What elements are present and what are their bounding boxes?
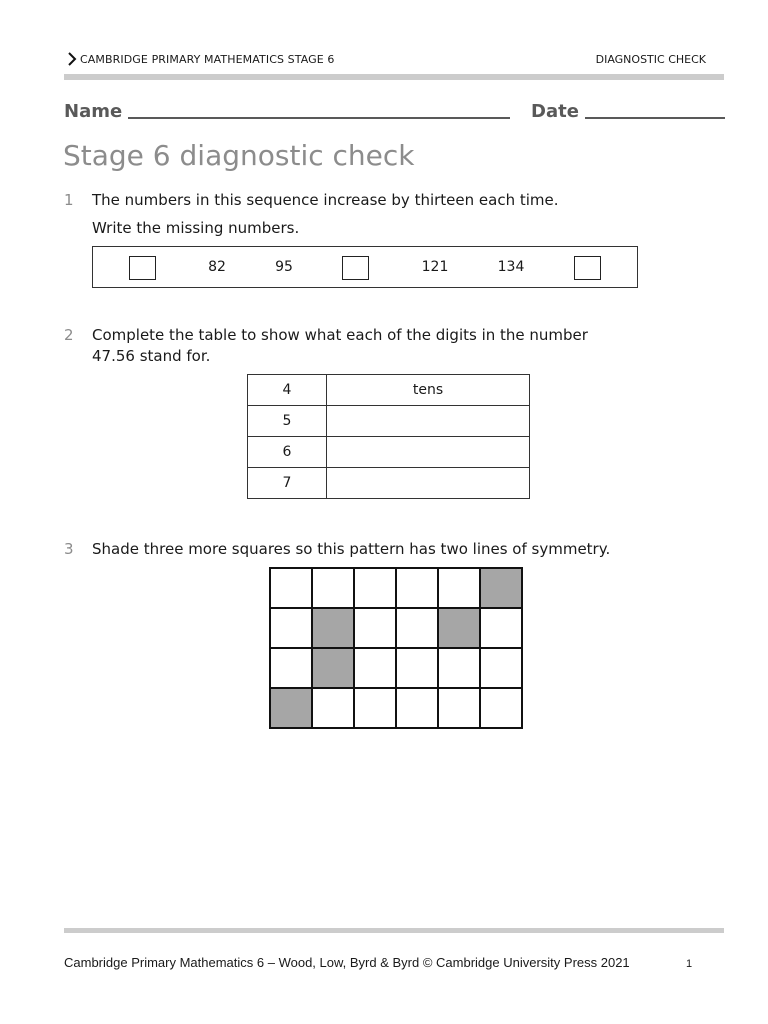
- grid-square[interactable]: [312, 568, 354, 608]
- sequence-box: [92, 246, 638, 288]
- date-field[interactable]: [585, 99, 725, 119]
- header-section-title: DIAGNOSTIC CHECK: [595, 53, 706, 66]
- grid-square[interactable]: [312, 688, 354, 728]
- sequence-answer-box-2[interactable]: [342, 256, 369, 280]
- header-series-title: CAMBRIDGE PRIMARY MATHEMATICS STAGE 6: [80, 53, 335, 66]
- value-cell: tens: [327, 375, 530, 406]
- footer-divider: [64, 928, 724, 933]
- question-2-text: [92, 325, 588, 367]
- table-row: [248, 468, 530, 499]
- grid-square[interactable]: [480, 688, 522, 728]
- sequence-number: 82: [208, 259, 226, 275]
- grid-square[interactable]: [396, 688, 438, 728]
- question-1-instruction: Write the missing numbers.: [92, 219, 300, 237]
- grid-square[interactable]: [396, 648, 438, 688]
- grid-square[interactable]: [270, 648, 312, 688]
- sequence-answer-box-3[interactable]: [574, 256, 601, 280]
- digit-cell: 4: [248, 375, 327, 406]
- question-2-number: 2: [64, 326, 74, 344]
- question-1-text: The numbers in this sequence increase by thirteen each time.: [92, 191, 559, 209]
- question-2-text-line-1: Complete the table to show what each of the digits in the number: [92, 326, 588, 344]
- grid-square[interactable]: [354, 608, 396, 648]
- digit-cell: 7: [248, 468, 327, 499]
- table-row: [248, 375, 530, 406]
- grid-square[interactable]: [270, 608, 312, 648]
- date-label: Date: [531, 101, 579, 122]
- name-field[interactable]: [128, 99, 510, 119]
- grid-square[interactable]: [270, 568, 312, 608]
- value-answer-cell[interactable]: [327, 406, 530, 437]
- value-answer-cell[interactable]: [327, 437, 530, 468]
- grid-square-shaded[interactable]: [270, 688, 312, 728]
- digit-cell: 5: [248, 406, 327, 437]
- grid-square[interactable]: [438, 648, 480, 688]
- question-1-number: 1: [64, 191, 74, 209]
- grid-square[interactable]: [438, 688, 480, 728]
- table-row: [248, 437, 530, 468]
- grid-square[interactable]: [438, 568, 480, 608]
- place-value-table: [247, 374, 530, 499]
- symmetry-grid: [269, 567, 523, 729]
- question-2-text-line-2: 47.56 stand for.: [92, 347, 211, 365]
- grid-square[interactable]: [354, 568, 396, 608]
- sequence-answer-box-1[interactable]: [129, 256, 156, 280]
- question-3-text: Shade three more squares so this pattern has two lines of symmetry.: [92, 540, 611, 558]
- grid-square[interactable]: [396, 568, 438, 608]
- grid-row: [270, 648, 522, 688]
- grid-square-shaded[interactable]: [438, 608, 480, 648]
- table-row: [248, 406, 530, 437]
- page-number: 1: [686, 958, 693, 970]
- header-divider: [64, 74, 724, 80]
- sequence-number: 134: [497, 259, 525, 275]
- grid-square-shaded[interactable]: [480, 568, 522, 608]
- value-answer-cell[interactable]: [327, 468, 530, 499]
- name-label: Name: [64, 101, 123, 122]
- grid-row: [270, 688, 522, 728]
- digit-cell: 6: [248, 437, 327, 468]
- sequence-number: 121: [421, 259, 449, 275]
- footer-copyright: Cambridge Primary Mathematics 6 – Wood, Low, Byrd & Byrd © Cambridge University Press 2021: [64, 955, 630, 970]
- grid-row: [270, 608, 522, 648]
- grid-row: [270, 568, 522, 608]
- page-title: Stage 6 diagnostic check: [63, 139, 415, 172]
- name-date-line: [64, 99, 725, 122]
- grid-square-shaded[interactable]: [312, 648, 354, 688]
- grid-square[interactable]: [480, 648, 522, 688]
- question-3-number: 3: [64, 540, 74, 558]
- grid-square-shaded[interactable]: [312, 608, 354, 648]
- grid-square[interactable]: [354, 648, 396, 688]
- grid-square[interactable]: [396, 608, 438, 648]
- chevron-right-icon: [66, 51, 78, 67]
- grid-square[interactable]: [354, 688, 396, 728]
- sequence-number: 95: [275, 259, 293, 275]
- grid-square[interactable]: [480, 608, 522, 648]
